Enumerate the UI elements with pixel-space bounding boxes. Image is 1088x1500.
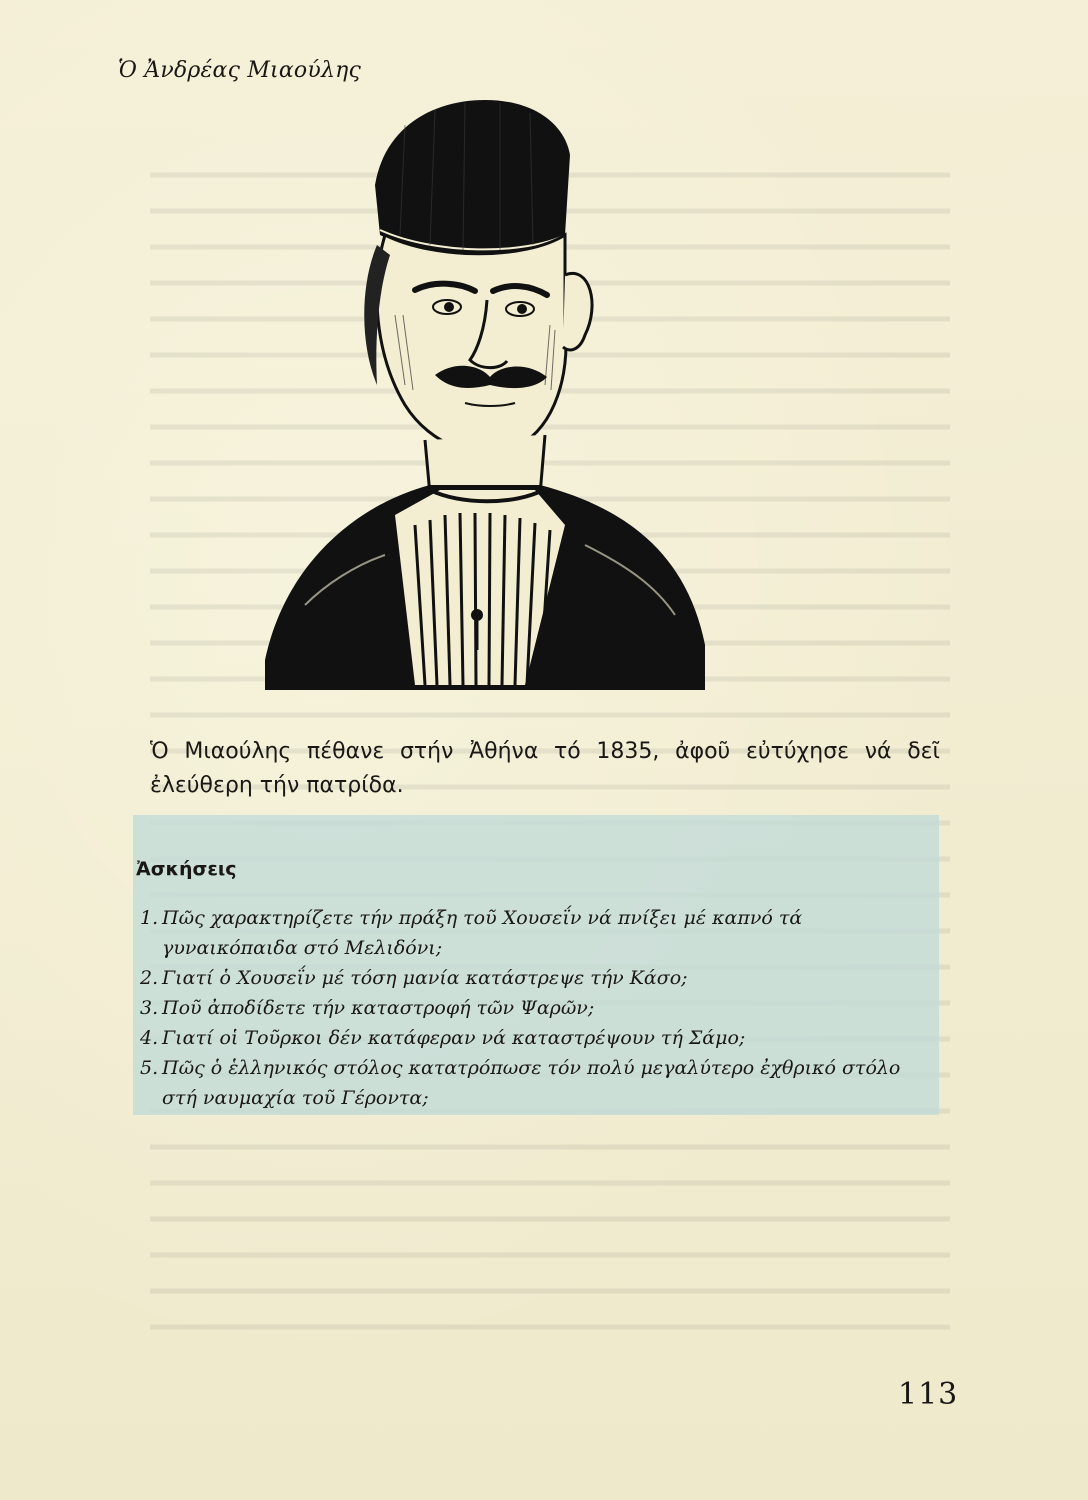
exercise-item — [140, 903, 930, 963]
exercise-text: Πῶς χαρακτηρίζετε τήν πράξη τοῦ Χουσεΐν νά πνίξει μέ καπνό τά γυναικόπαιδα στό Μελιδόνι; — [162, 907, 803, 959]
portrait-caption-bottom: Ὁ Μιαούλης πέθανε στήν Ἀθήνα τό 1835, ἀφοῦ εὐτύχησε νά δεῖ ἐλεύθερη τήν πατρίδα. — [150, 739, 940, 798]
exercises-heading: Ἀσκήσεις — [136, 858, 237, 880]
portrait-illustration-icon — [265, 85, 710, 690]
exercise-number: 3. — [140, 997, 159, 1019]
exercise-number: 5. — [140, 1057, 159, 1079]
exercise-text: Γιατί ὁ Χουσεΐν μέ τόση μανία κατάστρεψε τήν Κάσο; — [162, 967, 688, 989]
exercise-item — [140, 993, 930, 1023]
exercise-item — [140, 1053, 930, 1113]
exercise-text: Γιατί οἱ Τοῦρκοι δέν κατάφεραν νά καταστρέψουν τή Σάμο; — [162, 1027, 746, 1049]
exercise-text: Πῶς ὁ ἑλληνικός στόλος κατατρόπωσε τόν πολύ μεγαλύτερο ἐχθρικό στόλο στή ναυμαχία τοῦ Γέροντα; — [162, 1057, 901, 1109]
page-number: 113 — [898, 1377, 959, 1412]
exercise-text: Ποῦ ἀποδίδετε τήν καταστροφή τῶν Ψαρῶν; — [162, 997, 595, 1019]
exercise-item — [140, 1023, 930, 1053]
exercise-number: 2. — [140, 967, 159, 989]
exercise-number: 4. — [140, 1027, 159, 1049]
exercise-list — [140, 903, 930, 1113]
portrait-caption-top: Ὁ Ἀνδρέας Μιαούλης — [118, 58, 361, 83]
exercise-item — [140, 963, 930, 993]
exercise-number: 1. — [140, 907, 159, 929]
